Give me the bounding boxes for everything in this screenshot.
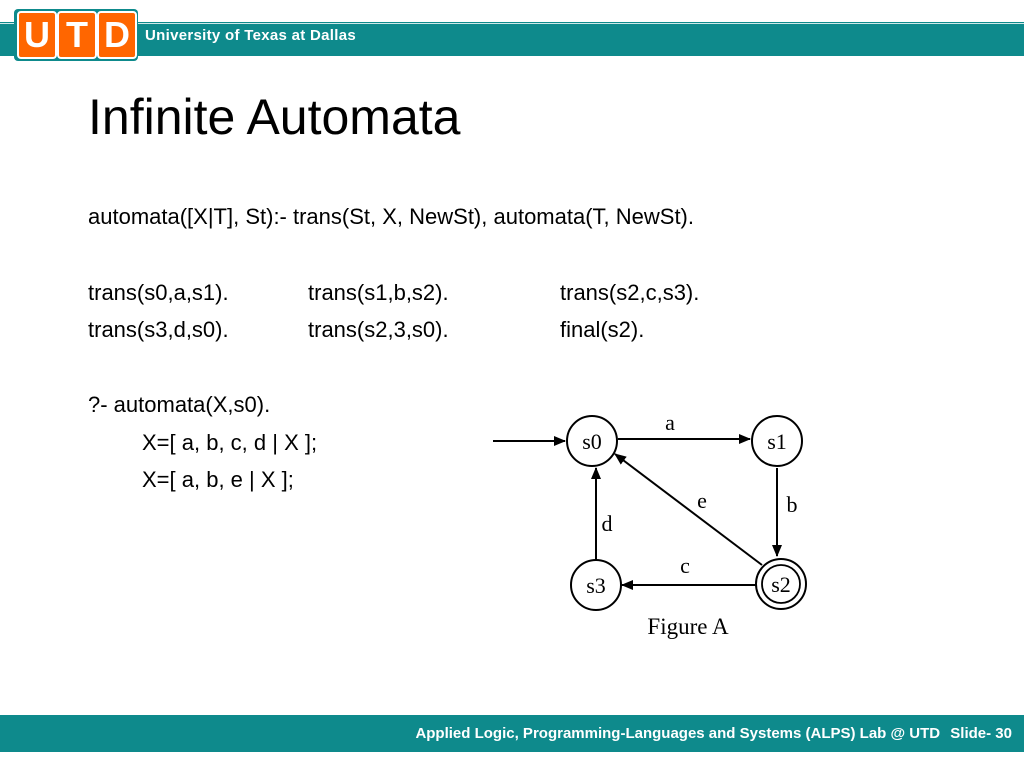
fact-4: trans(s3,d,s0).	[88, 317, 229, 342]
edge-label-b: b	[786, 492, 798, 517]
fact-3: trans(s2,c,s3).	[560, 280, 700, 305]
footer-lab: Applied Logic, Programming-Languages and Systems (ALPS) Lab @ UTD	[415, 725, 941, 742]
answer-1: X=[ a, b, c, d | X ];	[142, 430, 318, 455]
edge-label-a: a	[665, 410, 675, 435]
footer-bar	[0, 715, 1024, 752]
fact-6: final(s2).	[560, 317, 645, 342]
figure-caption: Figure A	[647, 614, 729, 639]
state-label-s1: s1	[767, 429, 787, 454]
edge-label-e: e	[697, 488, 707, 513]
fact-5: trans(s2,3,s0).	[308, 317, 449, 342]
logo-letter-u: U	[17, 11, 57, 59]
edge-e	[615, 454, 762, 565]
edge-label-c: c	[680, 553, 690, 578]
logo-letter-d: D	[97, 11, 137, 59]
logo-letter-t: T	[57, 11, 97, 59]
institution-name: University of Texas at Dallas	[145, 27, 357, 44]
state-label-s3: s3	[586, 573, 606, 598]
slide-title: Infinite Automata	[88, 89, 461, 145]
fact-1: trans(s0,a,s1).	[88, 280, 229, 305]
footer-slide-number: Slide- 30	[950, 725, 1012, 742]
answer-2: X=[ a, b, e | X ];	[142, 467, 294, 492]
footer-text	[409, 725, 1012, 742]
fact-2: trans(s1,b,s2).	[308, 280, 449, 305]
state-label-s2: s2	[771, 572, 791, 597]
edge-label-d: d	[601, 511, 613, 536]
state-label-s0: s0	[582, 429, 602, 454]
rule-text: automata([X|T], St):- trans(St, X, NewSt), automata(T, NewSt).	[88, 204, 694, 229]
query-text: ?- automata(X,s0).	[88, 392, 271, 417]
